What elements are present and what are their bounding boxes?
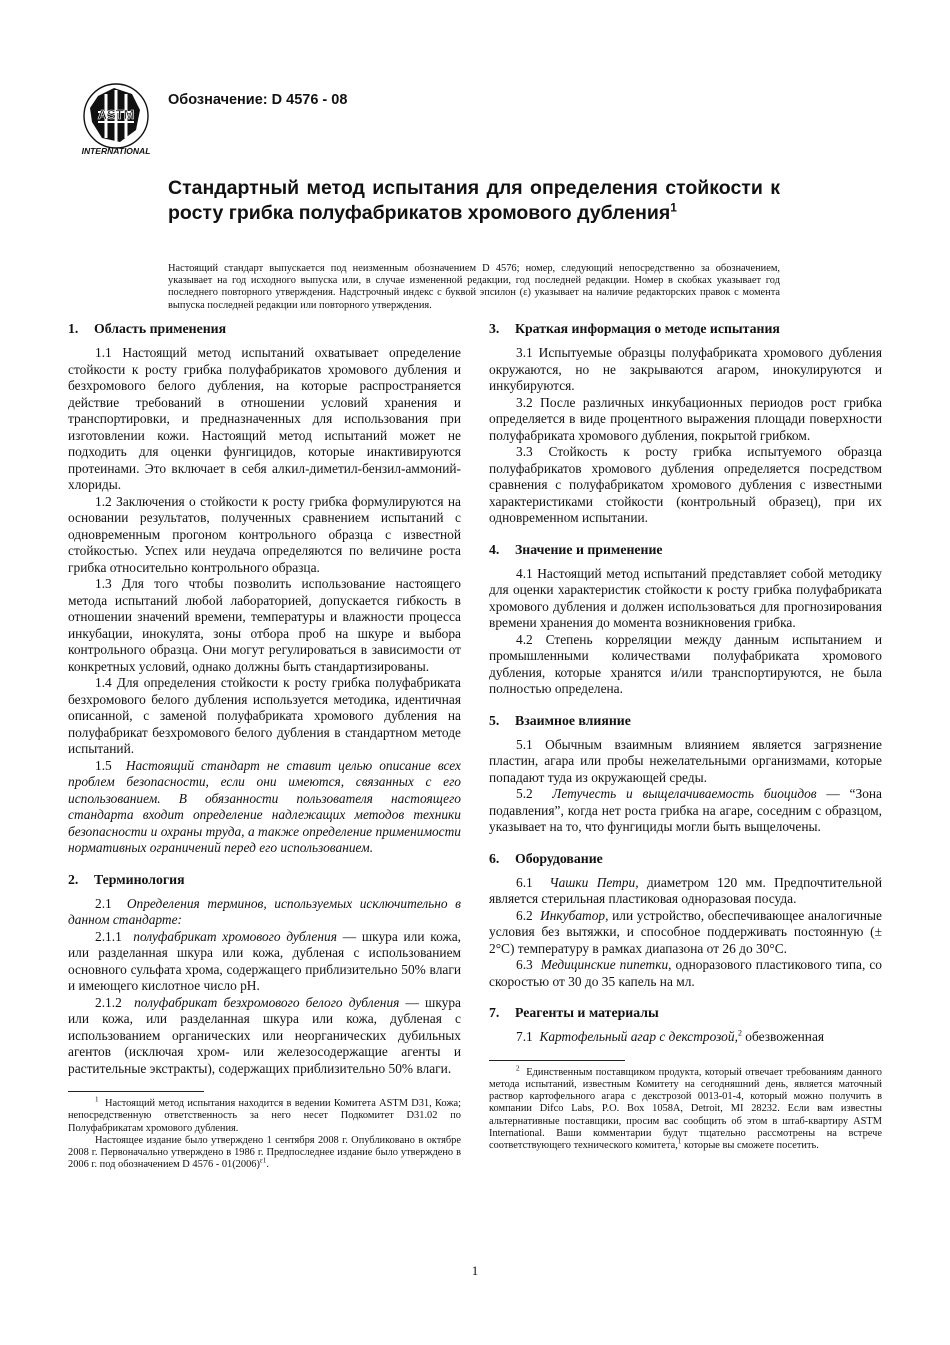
title-footnote-mark: 1 [670,200,677,214]
clause-text: , одноразового пластикового типа, со скоростью от 30 до 35 капель на мл. [489,957,882,989]
clause-italic-text: Настоящий стандарт не ставит целью описание всех проблем безопасности, если они имеются, связанных с его использованием. В обязанности пользователя настоящего стандарта входит определение надлежащих методов техники безопасности и охраны труда, а также определение применимости нормативных ограничений перед его использованием. [68,757,461,855]
paragraph-2-1-1 [68,929,461,995]
section-number: 6. [489,850,500,866]
clause-text: обезвоженная [741,1029,825,1044]
defined-term: Летучесть и выщелачиваемость биоцидов [552,786,817,801]
paragraph-1-5 [68,758,461,857]
paragraph-5-1: 5.1 Обычным взаимным влиянием является загрязнение пластин, агара или пробы нежелательными организмами, которые попадают туда из окружающей среды. [489,736,882,785]
clause-text: , или устройство, обеспечивающее аналогичные условия без вытяжки, и способное поддерживать постоянную (± 2°C) температуру в рамках диапазона от 26 до 30°C. [489,907,882,956]
paragraph-3-2: 3.2 После различных инкубационных периодов рост грибка определяется в виде процентного выражения площади поверхности полуфабриката хромового дубления, покрытой грибком. [489,394,882,443]
clause-number: 6.3 [516,957,533,972]
item-name: Инкубатор [540,907,606,923]
paragraph-7-1 [489,1029,882,1046]
clause-italic-text: Определения терминов, используемых исключительно в данном стандарте: [68,895,461,927]
paragraph-1-2: 1.2 Заключения о стойкости к росту грибка формулируются на основании результатов, полученных сравнением испытаний с одновременным прогоном контрольного образца с известной стойкостью. Успех или неудача определяются по величине роста грибка относительно контрольного образца. [68,493,461,575]
paragraph-6-2 [489,908,882,958]
section-heading-4 [489,541,882,559]
section-heading-2 [68,871,461,889]
footnote-2 [489,1064,882,1153]
clause-number: 6.1 [516,874,533,890]
paragraph-4-2: 4.2 Степень корреляции между данным испытанием и промышленными количествами полуфабриката хромового дубления, которые хранятся и/или транспортируются, не была полностью определена. [489,631,882,696]
logo-subtext: INTERNATIONAL [81,146,151,156]
item-name: Чашки Петри, [549,874,639,890]
section-title: Реагенты и материалы [515,1005,659,1020]
section-number: 7. [489,1005,500,1020]
footnote-divider [68,1091,204,1092]
section-heading-6 [489,850,882,868]
clause-number: 7.1 [516,1029,533,1044]
astm-logo [74,82,158,156]
section-number: 1. [68,321,79,336]
footnote-text: Настоящее издание было утверждено 1 сентября 2008 г. Опубликовано в октябре 2008 г. Первоначально утверждено в 1986 г. Предпоследнее издание было утверждено в 2006 г. под обозначением D 4576 - 01(2006) [68,1134,461,1171]
section-heading-1 [68,320,461,338]
footnote-epsilon-mark: ε1 [259,1157,267,1166]
footnote-end: . [266,1159,269,1171]
paragraph-5-2 [489,786,882,836]
footnote-text: Единственным поставщиком продукта, который отвечает требованиям данного метода испытаний, известным Комитету на сегодняшний день, является маточный раствор картофельного агара с декстрозой 0013-01-4, который можно получить в компании Difco Labs, P.O. Box 1058A, Detroit, MI 28232. Если вам известны альтернативные поставщики, просим вас сообщить об этом в штаб-квартиру ASTM International. Ваши комментарии будут тщательно рассмотрены на встрече соответствующего технического комитета, [489,1066,882,1152]
footnote-end: которые вы сможете посетить. [681,1140,819,1152]
item-name: Медицинские пипетки [540,957,669,972]
footnote-inner-mark: 1 [677,1137,682,1146]
paragraph-1-4: 1.4 Для определения стойкости к росту грибка полуфабриката безхромового белого дубления используется методика, идентичная описанной, с заменой полуфабриката хромового дубления на полуфабрикат безхромового белого дубления в стандартном методе испытаний. [68,675,461,756]
section-title: Оборудование [515,850,603,866]
defined-term: полуфабрикат безхромового белого дубления [134,994,400,1010]
clause-number: 2.1.2 [95,994,122,1010]
page-number: 1 [471,1263,479,1278]
paragraph-4-1: 4.1 Настоящий метод испытаний представляет собой методику для оценки характеристик стойкости к росту грибка полуфабриката хромового дубления и должен использоваться для прогнозирования времени хранения до момента возникновения грибка. [489,565,882,630]
definition-text: — шкура или кожа, или разделанная шкура или кожа, дубленая с использованием органических или неорганических дубильных агентов (исключая хром- или железосодержащие агенты и растительные экстракты), содержащих приблизительно 50% влаги. [68,994,461,1076]
definition-text: — шкура или кожа, или разделанная шкура или кожа, дубленая с использованием основного сульфата хрома, содержащего приблизительно 50% влаги и имеющего кислотное число pH. [68,928,461,993]
footnote-divider [489,1060,625,1061]
section-heading-3 [489,320,882,338]
section-title: Краткая информация о методе испытания [515,321,780,336]
title-text: Стандартный метод испытания для определения стойкости к росту грибка полуфабрикатов хромового дубления [168,177,780,224]
section-heading-7 [489,1004,882,1022]
astm-logo-mark [84,84,148,148]
clause-number: 6.2 [516,907,533,923]
item-name: Картофельный агар с декстрозой, [539,1029,738,1044]
clause-text: — “Зона подавления”, когда нет роста грибка на агаре, соседним с образцом, указывает на то, что фунгициды могли быть выщелочены. [489,786,883,834]
standard-notice: Настоящий стандарт выпускается под неизменным обозначением D 4576; номер, следующий непосредственно за обозначением, указывает на год исходного выпуска или, в случае измененной редакции, год последней редакции. Номер в скобках указывает год последнего повторного утверждения. Надстрочный индекс с буквой эпсилон (ε) указывает на наличие редакторских правок с момента выпуска последней редакции или повторного утверждения. [168,263,780,311]
paragraph-3-3: 3.3 Стойкость к росту грибка испытуемого образца полуфабрикатов хромового дубления определяется посредством сравнения с полуфабрикатом хромового дубления с известными характеристиками стойкости (контрольный образец), при их одновременном испытании. [489,444,882,525]
designation: Обозначение: D 4576 - 08 [168,92,348,108]
section-number: 4. [489,541,500,557]
clause-number: 2.1.1 [95,928,122,944]
document-title [168,176,780,225]
footnote-1b [68,1135,461,1172]
paragraph-3-1: 3.1 Испытуемые образцы полуфабриката хромового дубления окружаются, но не закрываются агаром, инокулируются и инкубируются. [489,345,882,393]
paragraph-1-1: 1.1 Настоящий метод испытаний охватывает определение стойкости к росту грибка полуфабрикатов хромового дубления и безхромового белого дубления, на которые распространяется действие требований в отношении условий хранения и транспортировки, и предназначенных для использования при изготовлении кожи. Настоящий метод испытаний может не подходить для оценки фунгицидов, которые инактивируются протеинами. Это включает в себя алкил-диметил-бензил-аммоний-хлориды. [68,345,461,492]
defined-term: полуфабрикат хромового дубления [133,928,337,944]
section-title: Область применения [94,321,227,336]
column-left [68,320,461,1172]
section-heading-5 [489,712,882,730]
clause-text: диаметром 120 мм. Предпочтительной является стерильная пластиковая одноразовая посуда. [489,874,882,906]
footnote-text: Настоящий метод испытания находится в ведении Комитета ASTM D31, Кожа; непосредственную ответственность за него несет Подкомитет D31.02 по Полуфабрикатам хромового дубления. [68,1098,461,1134]
clause-number: 5.2 [516,786,533,801]
paragraph-2-1-2 [68,995,461,1078]
clause-number: 1.5 [95,757,112,773]
paragraph-6-3 [489,957,882,990]
section-title: Терминология [94,871,185,887]
footnote-mark: 1 [95,1095,99,1104]
paragraph-1-3: 1.3 Для того чтобы позволить использование настоящего метода испытаний любой лабораторией, допускается гибкость в отношении значений времени, температуры и влажности процесса инкубации, инокулята, зоны отбора проб на шкуре и выбора контрольного образца. Они могут регулироваться в зависимости от конкретных условий, однако должны быть стандартизированы. [68,576,461,674]
section-title: Взаимное влияние [515,712,631,728]
column-right [489,320,882,1153]
footnote-1a [68,1095,461,1135]
section-number: 3. [489,321,500,336]
footnote-ref-2: 2 [737,1028,742,1038]
clause-number: 2.1 [95,895,112,911]
paragraph-2-1 [68,896,461,929]
footnote-mark: 2 [516,1064,520,1073]
logo-letters: ASTM [97,107,135,122]
section-title: Значение и применение [515,541,663,557]
section-number: 2. [68,871,79,887]
section-number: 5. [489,712,500,728]
paragraph-6-1 [489,875,882,908]
